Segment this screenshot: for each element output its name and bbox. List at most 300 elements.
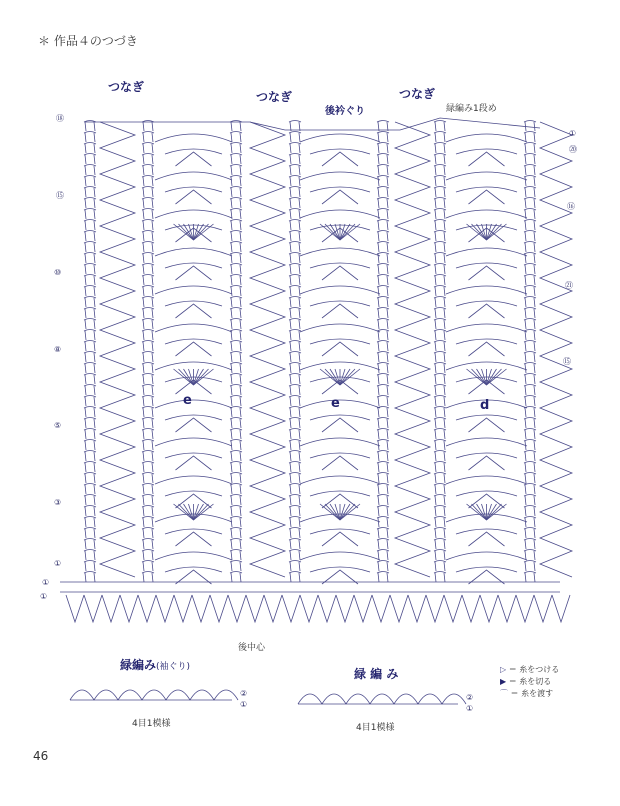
stitch-column-mark: [377, 484, 389, 495]
fan-stitch: [194, 224, 214, 240]
stitch-column-mark: [142, 429, 154, 440]
pineapple-arc: [155, 248, 232, 256]
stitch-column-mark: [230, 132, 242, 143]
stitch-column-mark: [434, 484, 446, 495]
stitch-column-mark: [230, 550, 242, 561]
stitch-column-mark: [142, 341, 154, 352]
stitch-column-mark: [434, 231, 446, 242]
stitch-column-mark: [524, 495, 536, 506]
stitch-column-mark: [289, 143, 301, 154]
stitch-column-mark: [434, 385, 446, 396]
stitch-column-mark: [84, 286, 96, 297]
fan-stitch: [487, 224, 497, 240]
stitch-column-mark: [289, 132, 301, 143]
stitch-column-mark: [230, 506, 242, 517]
stitch-column-mark: [84, 363, 96, 374]
stitch-column-mark: [230, 572, 242, 583]
fan-stitch: [174, 224, 194, 240]
stitch-column-mark: [142, 187, 154, 198]
stitch-column-mark: [434, 143, 446, 154]
pineapple-arc: [155, 134, 232, 142]
fan-stitch: [477, 224, 487, 240]
stitch-column-mark: [524, 396, 536, 407]
pineapple-fan: [176, 266, 212, 280]
stitch-column-mark: [434, 264, 446, 275]
bottom-scallop: [174, 595, 192, 622]
stitch-column-mark: [84, 264, 96, 275]
stitch-column-mark: [84, 209, 96, 220]
stitch-column-mark: [84, 561, 96, 572]
stitch-column-mark: [434, 429, 446, 440]
attach-yarn-icon: ▷: [500, 665, 507, 674]
stitch-column-mark: [289, 308, 301, 319]
stitch-column-mark: [524, 539, 536, 550]
row-marker-left: ⑮: [56, 191, 64, 200]
stitch-column-mark: [524, 363, 536, 374]
pineapple-fan: [322, 418, 358, 432]
stitch-column-mark: [377, 374, 389, 385]
stitch-column-mark: [84, 550, 96, 561]
legend-attach: ▷ ＝ 糸をつける: [500, 665, 560, 674]
stitch-column-mark: [377, 396, 389, 407]
edging-loop: [322, 694, 346, 704]
bottom-scallop: [336, 595, 354, 622]
pineapple-arc: [155, 172, 232, 180]
stitch-column-mark: [434, 528, 446, 539]
legend-carry: ⌒ ＝ 糸を渡す: [500, 689, 554, 698]
stitch-column-mark: [84, 154, 96, 165]
stitch-column-mark: [142, 297, 154, 308]
stitch-column-mark: [84, 440, 96, 451]
edging-loop: [442, 694, 466, 704]
pineapple-fan: [322, 342, 358, 356]
stitch-column-mark: [524, 297, 536, 308]
bottom-scallop: [282, 595, 300, 622]
stitch-column-mark: [142, 319, 154, 330]
pineapple-fan: [469, 266, 505, 280]
stitch-column-mark: [377, 176, 389, 187]
stitch-column-mark: [289, 462, 301, 473]
stitch-column-mark: [434, 418, 446, 429]
bottom-scallop: [354, 595, 372, 622]
stitch-column-mark: [434, 506, 446, 517]
pineapple-arc: [155, 552, 232, 560]
bottom-scallop: [264, 595, 282, 622]
pineapple-arc: [300, 362, 380, 370]
stitch-column-mark: [289, 121, 301, 132]
fan-stitch: [487, 504, 507, 520]
stitch-column-mark: [524, 418, 536, 429]
stitch-column-mark: [230, 308, 242, 319]
edging-loop: [70, 690, 94, 700]
stitch-column-mark: [84, 165, 96, 176]
pineapple-arc: [155, 324, 232, 332]
bottom-scallop: [390, 595, 408, 622]
row-marker-left: ①: [42, 578, 50, 587]
edge-plain-row-1: ①: [466, 704, 474, 713]
bottom-scallop: [426, 595, 444, 622]
fan-stitch: [340, 504, 360, 520]
stitch-column-mark: [524, 374, 536, 385]
pineapple-arc: [446, 438, 527, 446]
stitch-column-mark: [377, 220, 389, 231]
pineapple-arc: [446, 552, 527, 560]
bottom-scallop: [444, 595, 462, 622]
stitch-column-mark: [377, 297, 389, 308]
stitch-column-mark: [142, 440, 154, 451]
pineapple-fan: [176, 304, 212, 318]
stitch-column-mark: [434, 286, 446, 297]
stitch-column-mark: [230, 440, 242, 451]
stitch-column-mark: [230, 539, 242, 550]
pattern-letter-e-2: e: [331, 396, 340, 411]
stitch-column-mark: [142, 528, 154, 539]
stitch-column-mark: [142, 286, 154, 297]
bottom-scallop: [66, 595, 84, 622]
pineapple-fan: [322, 456, 358, 470]
stitch-column-mark: [142, 132, 154, 143]
stitch-column-mark: [524, 319, 536, 330]
stitch-column-mark: [142, 352, 154, 363]
stitch-column-mark: [289, 319, 301, 330]
stitch-column-mark: [289, 330, 301, 341]
stitch-column-mark: [230, 462, 242, 473]
stitch-column-mark: [84, 198, 96, 209]
stitch-column-mark: [434, 363, 446, 374]
fan-stitch: [194, 504, 214, 520]
stitch-column-mark: [524, 165, 536, 176]
bottom-scallop: [246, 595, 264, 622]
stitch-column-mark: [377, 473, 389, 484]
stitch-column-mark: [230, 220, 242, 231]
stitch-column-mark: [289, 286, 301, 297]
stitch-column-mark: [377, 143, 389, 154]
stitch-column-mark: [524, 407, 536, 418]
stitch-column-mark: [434, 319, 446, 330]
stitch-column-mark: [434, 473, 446, 484]
chain-zigzag: [395, 122, 430, 577]
stitch-column-mark: [142, 451, 154, 462]
row-marker-left: ①: [54, 559, 62, 568]
stitch-column-mark: [289, 341, 301, 352]
pineapple-fan: [176, 152, 212, 166]
pineapple-fan: [322, 304, 358, 318]
stitch-column-mark: [230, 231, 242, 242]
stitch-column-mark: [524, 451, 536, 462]
stitch-column-mark: [434, 132, 446, 143]
stitch-column-mark: [84, 187, 96, 198]
stitch-column-mark: [524, 154, 536, 165]
pineapple-arc: [155, 210, 232, 218]
pineapple-fan: [176, 456, 212, 470]
stitch-column-mark: [289, 198, 301, 209]
stitch-column-mark: [289, 484, 301, 495]
edging-loop: [94, 690, 118, 700]
stitch-column-mark: [84, 352, 96, 363]
stitch-column-mark: [289, 561, 301, 572]
edge-sleeve-repeat: 4目1模様: [132, 719, 171, 729]
edge-sleeve-title: 緑編み(袖ぐり): [120, 658, 191, 672]
stitch-column-mark: [142, 154, 154, 165]
stitch-column-mark: [142, 572, 154, 583]
stitch-column-mark: [230, 396, 242, 407]
edge-plain-row-2: ②: [466, 693, 474, 702]
stitch-column-mark: [434, 187, 446, 198]
stitch-column-mark: [434, 572, 446, 583]
stitch-column-mark: [434, 495, 446, 506]
stitch-column-mark: [524, 385, 536, 396]
bottom-scallop: [228, 595, 246, 622]
stitch-column-mark: [289, 253, 301, 264]
pineapple-arc: [155, 476, 232, 484]
pineapple-arc: [300, 248, 380, 256]
stitch-column-mark: [142, 385, 154, 396]
stitch-column-mark: [84, 473, 96, 484]
stitch-column-mark: [377, 451, 389, 462]
stitch-column-mark: [289, 385, 301, 396]
stitch-column-mark: [434, 341, 446, 352]
stitch-column-mark: [230, 473, 242, 484]
row-marker-right: ⑳: [569, 145, 577, 154]
stitch-column-mark: [289, 396, 301, 407]
stitch-column-mark: [142, 330, 154, 341]
stitch-column-mark: [289, 187, 301, 198]
stitch-column-mark: [84, 385, 96, 396]
stitch-column-mark: [434, 242, 446, 253]
stitch-column-mark: [84, 220, 96, 231]
stitch-column-mark: [377, 198, 389, 209]
stitch-column-mark: [524, 330, 536, 341]
stitch-column-mark: [142, 484, 154, 495]
stitch-column-mark: [142, 242, 154, 253]
pineapple-fan: [322, 152, 358, 166]
stitch-column-mark: [434, 550, 446, 561]
pineapple-arc: [446, 476, 527, 484]
stitch-column-mark: [289, 220, 301, 231]
edging-loop: [118, 690, 142, 700]
stitch-column-mark: [377, 352, 389, 363]
row-marker-right: ⑮: [563, 357, 571, 366]
stitch-column-mark: [434, 275, 446, 286]
bottom-scallop: [192, 595, 210, 622]
stitch-column-mark: [142, 473, 154, 484]
stitch-column-mark: [434, 176, 446, 187]
stitch-column-mark: [84, 176, 96, 187]
stitch-column-mark: [289, 539, 301, 550]
stitch-column-mark: [230, 330, 242, 341]
stitch-column-mark: [524, 264, 536, 275]
pattern-letter-d: d: [480, 398, 490, 413]
stitch-column-mark: [377, 429, 389, 440]
bottom-scallop: [138, 595, 156, 622]
stitch-column-mark: [377, 264, 389, 275]
stitch-column-mark: [289, 374, 301, 385]
stitch-column-mark: [377, 132, 389, 143]
stitch-column-mark: [142, 198, 154, 209]
stitch-column-mark: [289, 495, 301, 506]
carry-yarn-icon: ⌒: [500, 689, 508, 698]
stitch-column-mark: [434, 451, 446, 462]
bottom-scallop: [408, 595, 426, 622]
stitch-column-mark: [142, 220, 154, 231]
stitch-column-mark: [230, 374, 242, 385]
stitch-column-mark: [289, 506, 301, 517]
stitch-column-mark: [142, 539, 154, 550]
stitch-column-mark: [434, 462, 446, 473]
pineapple-fan: [176, 190, 212, 204]
stitch-column-mark: [289, 528, 301, 539]
stitch-column-mark: [230, 253, 242, 264]
pineapple-arc: [155, 438, 232, 446]
join-label-2: つなぎ: [256, 90, 293, 104]
stitch-column-mark: [230, 154, 242, 165]
stitch-column-mark: [434, 374, 446, 385]
bottom-scallop: [102, 595, 120, 622]
pineapple-arc: [446, 324, 527, 332]
stitch-column-mark: [142, 517, 154, 528]
stitch-column-mark: [434, 539, 446, 550]
stitch-column-mark: [524, 550, 536, 561]
stitch-column-mark: [84, 539, 96, 550]
fan-stitch: [340, 224, 360, 240]
stitch-column-mark: [524, 484, 536, 495]
fan-stitch: [194, 224, 204, 240]
stitch-column-mark: [289, 231, 301, 242]
edge-sleeve-row-1: ①: [240, 700, 248, 709]
bottom-scallop: [552, 595, 570, 622]
stitch-column-mark: [289, 473, 301, 484]
row-marker-left: ⑱: [56, 114, 64, 123]
stitch-column-mark: [142, 418, 154, 429]
fan-stitch: [340, 224, 350, 240]
fan-stitch: [467, 224, 487, 240]
stitch-column-mark: [524, 341, 536, 352]
bottom-scallop: [516, 595, 534, 622]
fan-stitch: [184, 224, 194, 240]
pineapple-arc: [446, 362, 527, 370]
stitch-column-mark: [377, 187, 389, 198]
stitch-column-mark: [289, 517, 301, 528]
stitch-column-mark: [289, 440, 301, 451]
stitch-column-mark: [524, 572, 536, 583]
stitch-column-mark: [524, 308, 536, 319]
pineapple-fan: [469, 304, 505, 318]
stitch-column-mark: [289, 550, 301, 561]
stitch-column-mark: [230, 165, 242, 176]
pineapple-fan: [176, 532, 212, 546]
stitch-column-mark: [84, 517, 96, 528]
stitch-column-mark: [289, 429, 301, 440]
stitch-column-mark: [84, 132, 96, 143]
row-marker-left: ①: [40, 592, 48, 601]
pineapple-arc: [300, 438, 380, 446]
edging-loop: [394, 694, 418, 704]
pineapple-arc: [300, 552, 380, 560]
pineapple-fan: [176, 342, 212, 356]
stitch-column-mark: [377, 165, 389, 176]
bottom-scallop: [498, 595, 516, 622]
stitch-column-mark: [230, 143, 242, 154]
pineapple-arc: [300, 286, 380, 294]
stitch-column-mark: [142, 495, 154, 506]
stitch-column-mark: [84, 242, 96, 253]
stitch-column-mark: [434, 440, 446, 451]
fan-stitch: [330, 504, 340, 520]
bottom-scallop: [84, 595, 102, 622]
stitch-column-mark: [84, 308, 96, 319]
pineapple-fan: [322, 532, 358, 546]
stitch-column-mark: [524, 528, 536, 539]
pineapple-arc: [300, 400, 380, 408]
pineapple-fan: [322, 266, 358, 280]
pineapple-arc: [155, 400, 232, 408]
stitch-column-mark: [289, 209, 301, 220]
fan-stitch: [320, 224, 340, 240]
stitch-column-mark: [84, 396, 96, 407]
edging-loop: [142, 690, 166, 700]
stitch-column-mark: [377, 341, 389, 352]
stitch-column-mark: [230, 418, 242, 429]
stitch-column-mark: [142, 407, 154, 418]
stitch-column-mark: [524, 275, 536, 286]
stitch-column-mark: [377, 363, 389, 374]
stitch-column-mark: [377, 330, 389, 341]
pineapple-arc: [446, 172, 527, 180]
chain-zigzag: [250, 122, 285, 577]
stitch-column-mark: [524, 231, 536, 242]
stitch-column-mark: [524, 132, 536, 143]
bottom-scallop: [462, 595, 480, 622]
chain-zigzag: [540, 122, 572, 577]
stitch-column-mark: [142, 209, 154, 220]
stitch-column-mark: [524, 143, 536, 154]
stitch-column-mark: [84, 506, 96, 517]
stitch-column-mark: [84, 418, 96, 429]
stitch-column-mark: [524, 176, 536, 187]
stitch-column-mark: [230, 286, 242, 297]
stitch-column-mark: [142, 143, 154, 154]
stitch-column-mark: [524, 198, 536, 209]
stitch-column-mark: [84, 462, 96, 473]
stitch-column-mark: [230, 484, 242, 495]
stitch-column-mark: [230, 352, 242, 363]
stitch-column-mark: [230, 561, 242, 572]
stitch-column-mark: [142, 264, 154, 275]
stitch-column-mark: [434, 209, 446, 220]
pattern-letter-e-1: e: [183, 393, 192, 408]
stitch-column-mark: [84, 275, 96, 286]
stitch-column-mark: [289, 297, 301, 308]
stitch-column-mark: [84, 319, 96, 330]
stitch-column-mark: [377, 539, 389, 550]
pineapple-arc: [446, 286, 527, 294]
stitch-column-mark: [289, 176, 301, 187]
stitch-column-mark: [142, 462, 154, 473]
stitch-column-mark: [84, 297, 96, 308]
stitch-column-mark: [289, 363, 301, 374]
stitch-column-mark: [142, 165, 154, 176]
fan-stitch: [487, 504, 497, 520]
stitch-column-mark: [524, 121, 536, 132]
bottom-scallop: [534, 595, 552, 622]
stitch-column-mark: [377, 572, 389, 583]
stitch-column-mark: [230, 187, 242, 198]
stitch-column-mark: [524, 561, 536, 572]
pineapple-arc: [300, 172, 380, 180]
stitch-column-mark: [230, 319, 242, 330]
stitch-column-mark: [142, 253, 154, 264]
stitch-column-mark: [289, 352, 301, 363]
